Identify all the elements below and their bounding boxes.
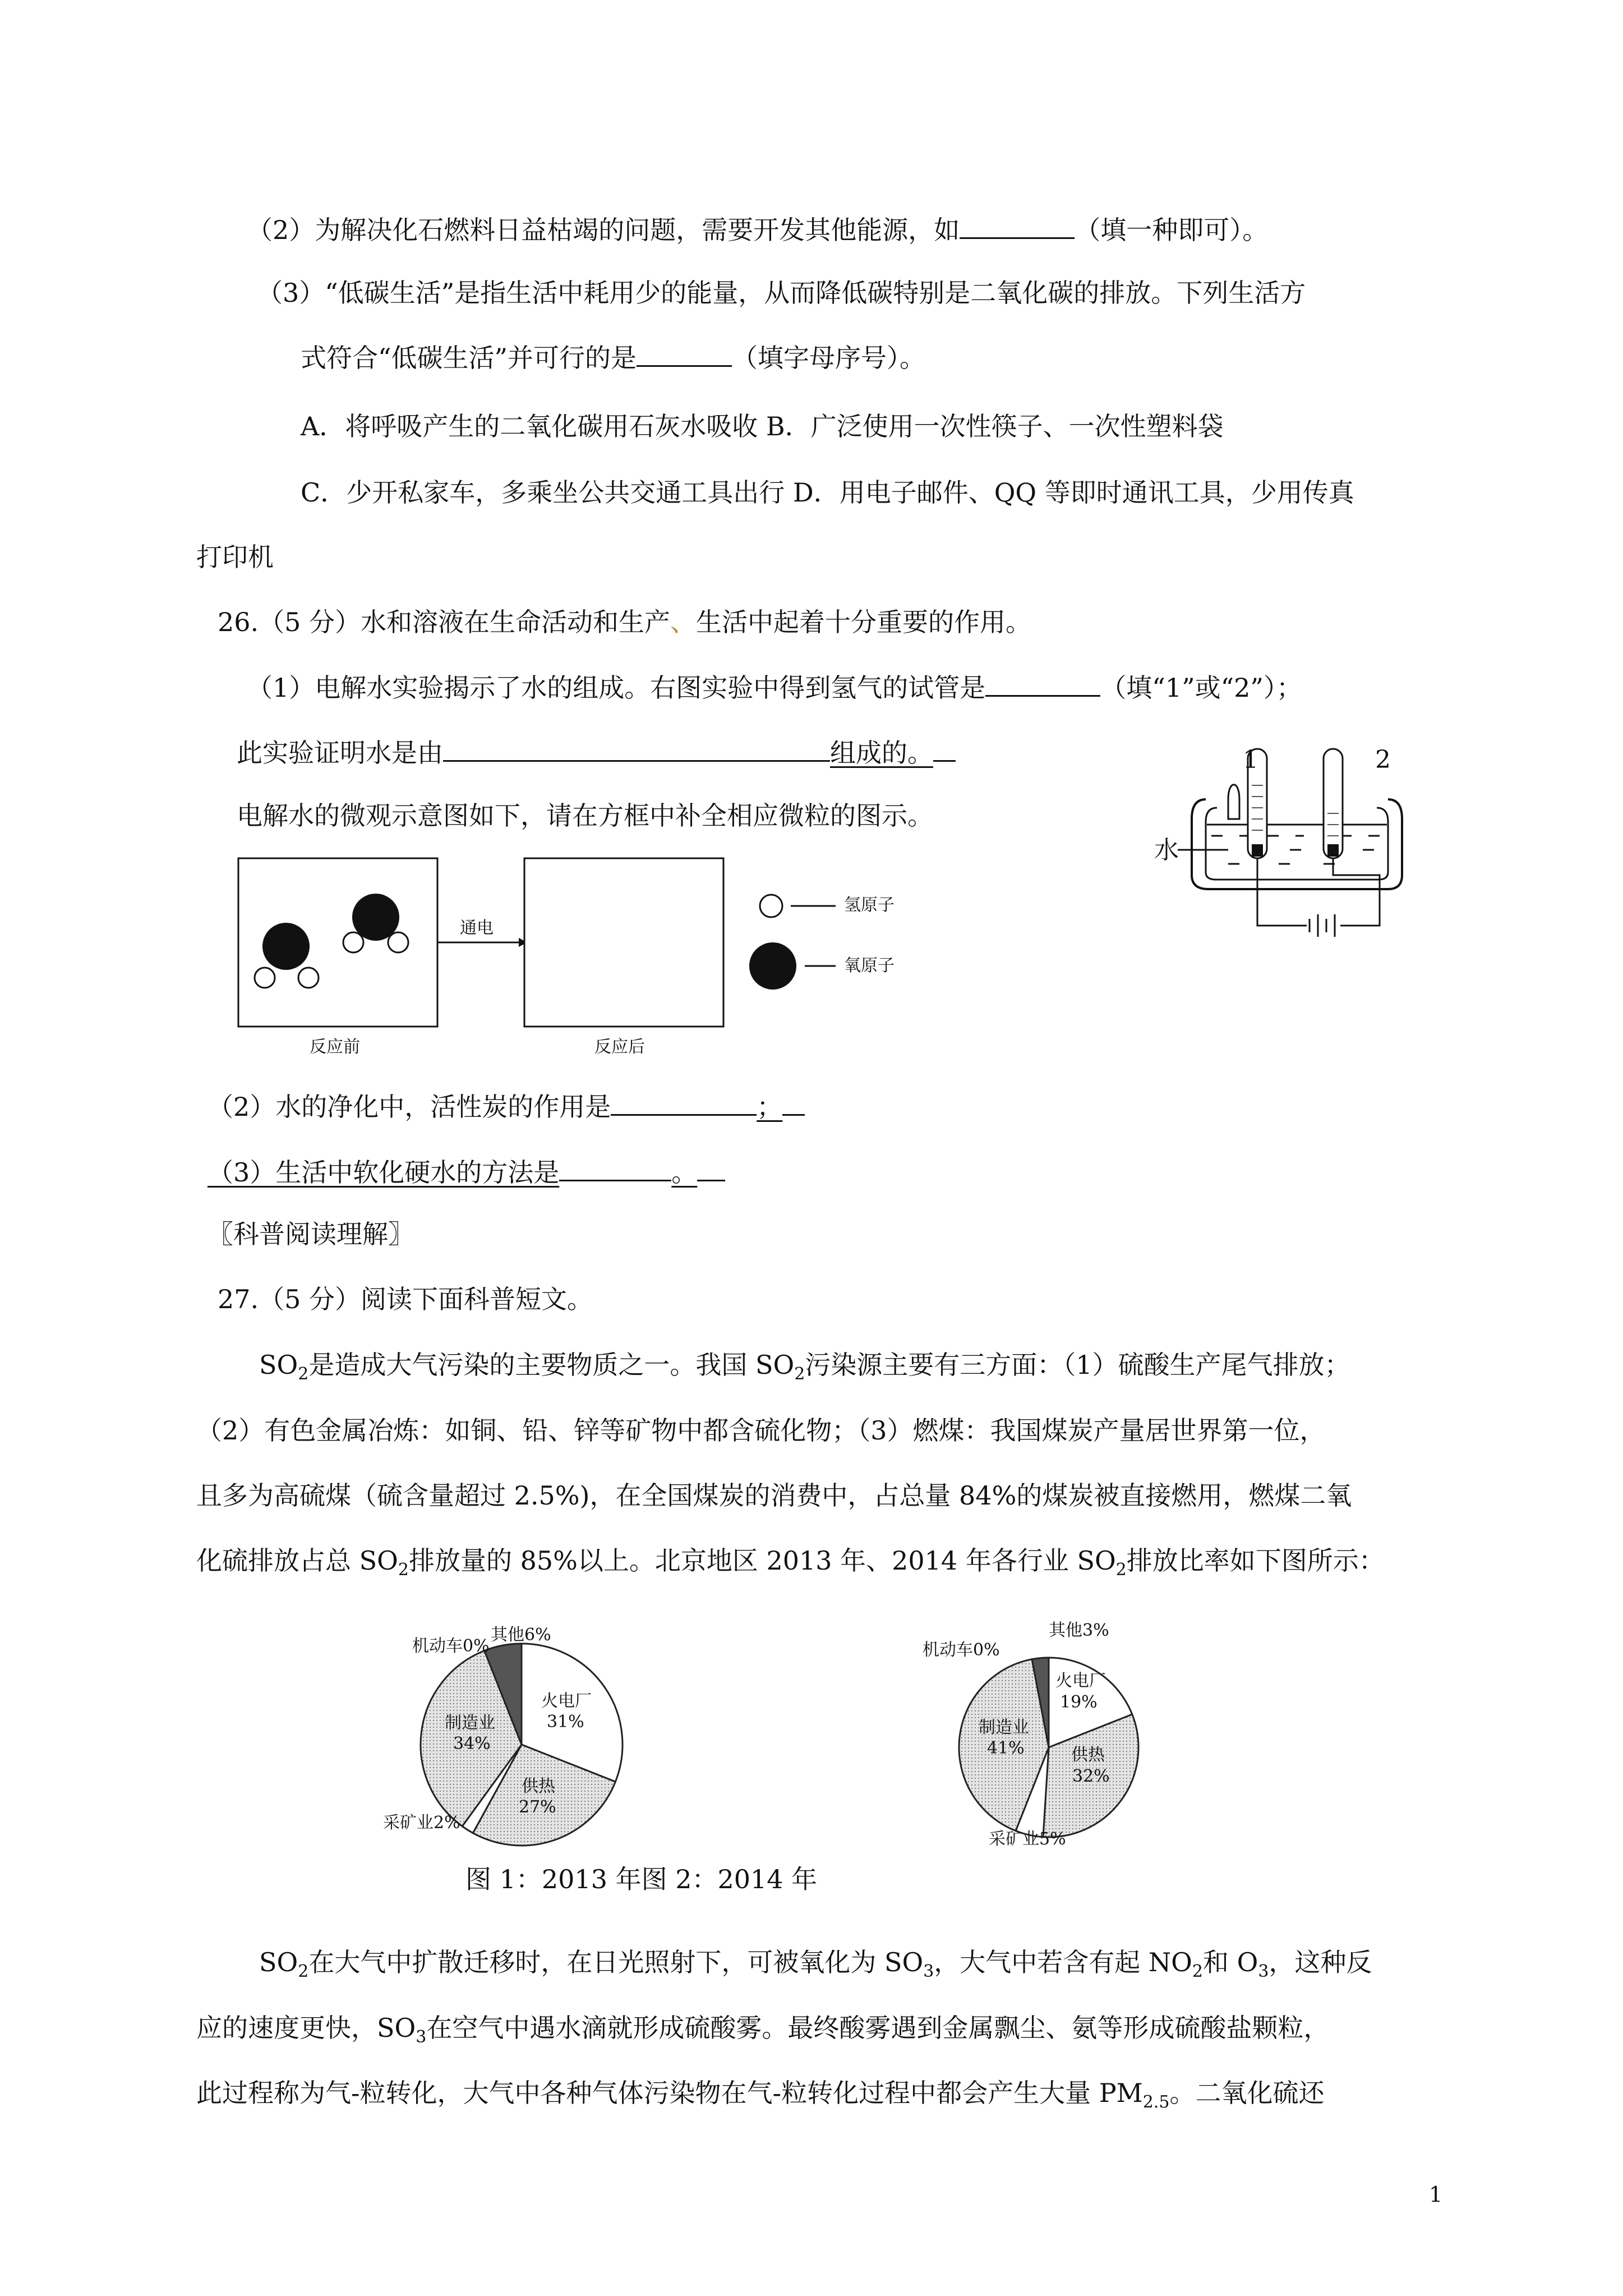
page-number: 1 (1429, 2182, 1443, 2207)
subscript: 2 (794, 1364, 805, 1384)
q25-options-ab: A．将呼吸产生的二氧化碳用石灰水吸收 B．广泛使用一次性筷子、一次性塑料袋 (301, 411, 1224, 441)
pie-chart-2014 (953, 1652, 1144, 1843)
underline-tail (782, 1088, 805, 1116)
q26-title-mark: 、 (670, 607, 697, 637)
q25-part2-tail: （填一种即可）。 (1075, 215, 1269, 245)
text-run: ，大气中若含有起 NO (934, 1947, 1192, 1977)
oxygen-atom-icon (749, 942, 796, 990)
pie2013-label-heating: 供热 (522, 1777, 555, 1796)
q26-part1-line2-tail: 组成的。 (830, 738, 933, 768)
text-run: ，这种反 (1269, 1947, 1372, 1977)
q26-part1-line2 (237, 734, 956, 770)
text-run: 在大气中扩散迁移时，在日光照射下，可被氧化为 SO (308, 1947, 924, 1977)
text-run: 和 O (1202, 1947, 1258, 1977)
subscript: 2 (398, 1560, 409, 1580)
tube-2-label: 2 (1375, 746, 1391, 774)
q25-options-cd-cont: 打印机 (196, 542, 274, 572)
answer-blank[interactable] (960, 211, 1075, 239)
underline-tail (697, 1154, 725, 1181)
q27-par2-line2 (196, 2011, 1329, 2054)
text-run: 应的速度更快，SO (196, 2013, 416, 2043)
pie2014-label-power: 火电厂 (1055, 1671, 1106, 1691)
pie2014-label-manuf-pct: 41% (987, 1738, 1025, 1758)
text-run: 在空气中遇水滴就形成硫酸雾。最终酸雾遇到金属飘尘、氨等形成硫酸盐颗粒， (426, 2013, 1330, 2043)
electrolysis-micro-diagram (236, 855, 937, 1069)
q25-part2-text: （2）为解决化石燃料日益枯竭的问题，需要开发其他能源，如 (247, 215, 960, 245)
q26-part1-tail: （填“1”或“2”）； (1100, 673, 1302, 703)
q26-part2-tail: ； (757, 1092, 783, 1122)
text-run: 是造成大气污染的主要物质之一。我国 SO (308, 1350, 795, 1380)
text-run: 污染源主要有三方面：（1）硫酸生产尾气排放； (805, 1350, 1350, 1380)
pie2013-label-manuf: 制造业 (445, 1713, 495, 1733)
q27-par1-line2: （2）有色金属冶炼：如铜、铅、锌等矿物中都含硫化物；（3）燃煤：我国煤炭产量居世界第一位， (196, 1415, 1326, 1446)
pie2013-label-vehicle: 机动车0% (412, 1636, 490, 1656)
text-run: SO (259, 1350, 298, 1380)
q25-part3-tail: （填字母序号）。 (732, 343, 926, 373)
q27-par1-line3: 且多为高硫煤（硫含量超过 2.5%)，在全国煤炭的消费中，占总量 84%的煤炭被直接燃用，燃煤二氧 (196, 1480, 1352, 1511)
underline-tail (933, 734, 956, 762)
water-label: 水 (1154, 836, 1179, 864)
pie2013-label-power-pct: 31% (547, 1712, 584, 1732)
pie2013-label-other: 其他6% (491, 1625, 551, 1645)
q26-part3-text: （3）生活中软化硬水的方法是 (208, 1157, 560, 1188)
q26-title-b: 生活中起着十分重要的作用。 (696, 607, 1032, 637)
q27-par2-line1 (259, 1945, 1372, 1989)
answer-blank[interactable] (985, 669, 1100, 697)
subscript: 2 (298, 1962, 309, 1982)
q26-part3 (208, 1154, 725, 1189)
answer-blank[interactable] (637, 339, 732, 367)
q25-part2 (247, 211, 1268, 247)
arrow-label: 通电 (460, 918, 494, 938)
answer-blank[interactable] (559, 1154, 671, 1181)
after-reaction-box (524, 858, 723, 1027)
before-label: 反应前 (310, 1037, 360, 1057)
tube-1-label: 1 (1243, 746, 1258, 774)
text-run: 。二氧化硫还 (1169, 2078, 1325, 2108)
text-run: 此过程称为气-粒转化，大气中各种气体污染物在气-粒转化过程中都会产生大量 PM (196, 2078, 1143, 2108)
answer-blank[interactable] (443, 734, 830, 762)
pie2014-label-power-pct: 19% (1060, 1692, 1098, 1712)
q26-title-a: 26.（5 分）水和溶液在生命活动和生产 (218, 607, 671, 637)
q27-par1-line4 (196, 1544, 1385, 1587)
pie2014-label-heating: 供热 (1071, 1745, 1105, 1765)
section-heading: 〖科普阅读理解〗 (208, 1219, 414, 1249)
q25-part3-text: 式符合“低碳生活”并可行的是 (301, 343, 637, 373)
subscript: 3 (1258, 1962, 1269, 1982)
q27-par2-line3 (196, 2076, 1324, 2119)
pie2013-label-manuf-pct: 34% (453, 1734, 491, 1754)
pie2014-label-heating-pct: 32% (1072, 1766, 1110, 1786)
q27-par1-line1 (259, 1348, 1350, 1391)
legend-oxygen: 氧原子 (844, 956, 895, 976)
subscript: 2 (1115, 1560, 1127, 1580)
q26-title (218, 605, 1031, 639)
subscript: 3 (923, 1962, 934, 1982)
text-run: 排放量的 85%以上。北京地区 2013 年、2014 年各行业 SO (408, 1545, 1116, 1576)
hydrogen-atom-icon (760, 895, 782, 917)
text-run: 化硫排放占总 SO (196, 1545, 398, 1576)
pie2013-label-mining: 采矿业2% (383, 1813, 460, 1833)
pie2013-label-power: 火电厂 (541, 1691, 592, 1711)
q26-part2 (208, 1088, 805, 1124)
pie2014-label-other: 其他3% (1049, 1621, 1109, 1640)
subscript: 3 (416, 2027, 427, 2047)
q25-part3-line2 (301, 339, 925, 375)
subscript: 2 (298, 1364, 309, 1384)
q26-part1 (247, 669, 1302, 705)
q25-part3-line1: （3）“低碳生活”是指生活中耗用少的能量，从而降低碳特别是二氧化碳的排放。下列生活方 (257, 278, 1306, 308)
legend-hydrogen: 氢原子 (844, 895, 895, 915)
subscript: 2 (1192, 1962, 1203, 1982)
electrolysis-apparatus (1155, 735, 1447, 937)
text-run: 排放比率如下图所示： (1126, 1545, 1385, 1576)
figure-caption: 图 1：2013 年图 2：2014 年 (465, 1864, 818, 1894)
q26-part1-line2-text: 此实验证明水是由 (237, 738, 443, 768)
q26-part3-tail: 。 (671, 1157, 698, 1188)
pie2014-label-mining: 采矿业5% (989, 1829, 1066, 1849)
pie2014-label-vehicle: 机动车0% (923, 1640, 1000, 1660)
q27-title: 27.（5 分）阅读下面科普短文。 (218, 1284, 593, 1314)
after-label: 反应后 (594, 1037, 645, 1057)
pie2013-label-heating-pct: 27% (519, 1797, 556, 1817)
subscript: 2.5 (1142, 2092, 1170, 2113)
q26-part2-text: （2）水的净化中，活性炭的作用是 (208, 1092, 611, 1122)
answer-blank[interactable] (611, 1088, 757, 1116)
q26-part1-line3: 电解水的微观示意图如下，请在方框中补全相应微粒的图示。 (237, 800, 933, 831)
q25-options-cd: C．少开私家车，多乘坐公共交通工具出行 D．用电子邮件、QQ 等即时通讯工具，少用传真 (301, 477, 1354, 508)
q26-part1-text: （1）电解水实验揭示了水的组成。右图实验中得到氢气的试管是 (247, 673, 986, 703)
text-run: SO (259, 1947, 298, 1977)
pie2014-label-manuf: 制造业 (979, 1718, 1029, 1737)
